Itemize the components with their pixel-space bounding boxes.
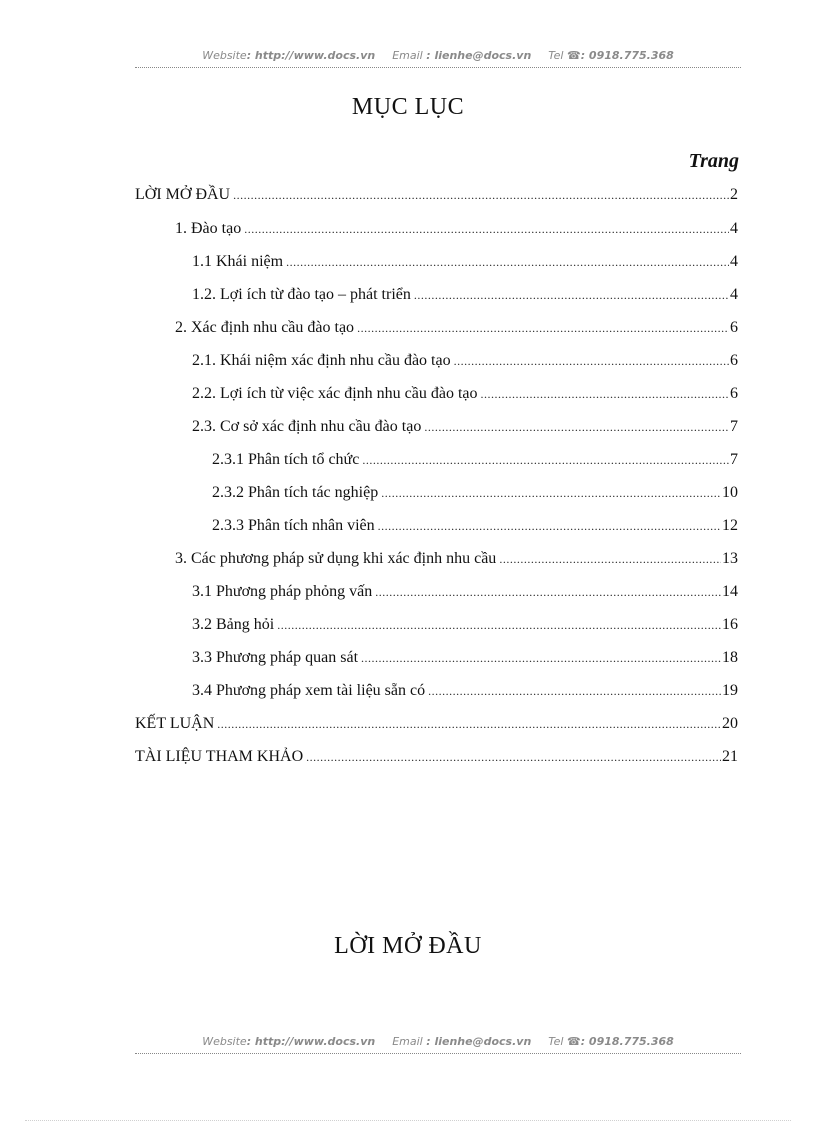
leader-dots xyxy=(375,585,721,600)
toc-entry-page: 16 xyxy=(722,616,738,633)
toc-entry-label: 1.1 Khái niệm xyxy=(192,253,286,271)
header-divider xyxy=(135,67,741,68)
toc-entry-label: 3. Các phương pháp sử dụng khi xác định nhu cầu xyxy=(175,550,499,568)
footer-divider xyxy=(135,1053,741,1054)
toc-entry[interactable] xyxy=(135,451,738,473)
toc-entry[interactable] xyxy=(135,715,738,737)
page-header xyxy=(135,49,741,62)
toc-entry-page: 4 xyxy=(730,220,738,237)
toc-entry[interactable] xyxy=(135,220,738,242)
toc-entry-page: 7 xyxy=(730,418,738,435)
toc-entry-page: 10 xyxy=(722,484,738,501)
toc-entry-page: 19 xyxy=(722,682,738,699)
leader-dots xyxy=(277,618,721,633)
toc-entry-label: 2.3.1 Phân tích tổ chức xyxy=(212,451,362,469)
leader-dots xyxy=(286,255,729,270)
toc-entry-label: 3.1 Phương pháp phỏng vấn xyxy=(192,583,375,601)
tel-label: Tel xyxy=(548,1035,564,1048)
email-label: Email xyxy=(392,1035,423,1048)
tel-value: : 0918.775.368 xyxy=(580,49,674,62)
leader-dots xyxy=(499,552,721,567)
intro-title: LỜI MỞ ĐẦU xyxy=(334,933,482,959)
toc-entry-label: 3.4 Phương pháp xem tài liệu sẵn có xyxy=(192,682,428,700)
toc-entry-page: 4 xyxy=(730,286,738,303)
page-boundary xyxy=(25,1120,791,1121)
page-footer xyxy=(135,1035,741,1048)
page-column-label: Trang xyxy=(688,150,739,172)
leader-dots xyxy=(306,750,721,765)
leader-dots xyxy=(428,684,721,699)
leader-dots xyxy=(378,519,721,534)
toc-entry-page: 6 xyxy=(730,352,738,369)
toc-entry-label: 3.2 Bảng hỏi xyxy=(192,616,277,634)
toc-entry[interactable] xyxy=(135,517,738,539)
toc-entry[interactable] xyxy=(135,186,738,208)
toc-entry-page: 6 xyxy=(730,319,738,336)
website-label: Website xyxy=(202,49,247,62)
toc-entry-label: 1.2. Lợi ích từ đào tạo – phát triển xyxy=(192,286,414,304)
tel-label: Tel xyxy=(548,49,564,62)
toc-entry-page: 2 xyxy=(730,186,738,203)
toc-entry-page: 12 xyxy=(722,517,738,534)
leader-dots xyxy=(361,651,721,666)
toc-entry[interactable] xyxy=(135,748,738,770)
website-label: Website xyxy=(202,1035,247,1048)
toc-entry-page: 21 xyxy=(722,748,738,765)
leader-dots xyxy=(381,486,721,501)
toc-entry-label: 2. Xác định nhu cầu đào tạo xyxy=(175,319,357,337)
toc-entry-label: 1. Đào tạo xyxy=(175,220,244,238)
toc-entry-label: TÀI LIỆU THAM KHẢO xyxy=(135,748,306,766)
toc-entry[interactable] xyxy=(135,286,738,308)
toc-entry-label: 2.2. Lợi ích từ việc xác định nhu cầu đào tạo xyxy=(192,385,481,403)
email-link[interactable]: : lienhe@docs.vn xyxy=(426,1035,532,1048)
toc-entry-label: 3.3 Phương pháp quan sát xyxy=(192,649,361,667)
leader-dots xyxy=(481,387,730,402)
toc-entry-label: 2.3.2 Phân tích tác nghiệp xyxy=(212,484,381,502)
toc-entry[interactable] xyxy=(135,682,738,704)
leader-dots xyxy=(217,717,721,732)
toc-entry-page: 18 xyxy=(722,649,738,666)
leader-dots xyxy=(362,453,729,468)
toc-entry[interactable] xyxy=(135,352,738,374)
toc-entry[interactable] xyxy=(135,583,738,605)
website-link[interactable]: : http://www.docs.vn xyxy=(246,1035,376,1048)
toc-entry[interactable] xyxy=(135,418,738,440)
toc-entry-page: 13 xyxy=(722,550,738,567)
toc-entry[interactable] xyxy=(135,649,738,671)
tel-value: : 0918.775.368 xyxy=(580,1035,674,1048)
toc-entry[interactable] xyxy=(135,319,738,341)
leader-dots xyxy=(357,321,729,336)
toc-entry[interactable] xyxy=(135,616,738,638)
phone-icon: ☎ xyxy=(566,49,581,62)
email-link[interactable]: : lienhe@docs.vn xyxy=(426,49,532,62)
leader-dots xyxy=(244,222,729,237)
toc-entry-label: KẾT LUẬN xyxy=(135,715,217,733)
toc-entry[interactable] xyxy=(135,253,738,275)
toc-entry-page: 6 xyxy=(730,385,738,402)
toc-title: MỤC LỤC xyxy=(351,94,465,120)
toc-entry-page: 20 xyxy=(722,715,738,732)
toc-entry-label: 2.3. Cơ sở xác định nhu cầu đào tạo xyxy=(192,418,424,436)
toc-entry-label: 2.1. Khái niệm xác định nhu cầu đào tạo xyxy=(192,352,454,370)
leader-dots xyxy=(424,420,729,435)
toc-entry[interactable] xyxy=(135,385,738,407)
phone-icon: ☎ xyxy=(566,1035,581,1048)
toc-entry[interactable] xyxy=(135,484,738,506)
toc-entry-page: 4 xyxy=(730,253,738,270)
toc-entry-page: 7 xyxy=(730,451,738,468)
leader-dots xyxy=(454,354,729,369)
toc-entry[interactable] xyxy=(135,550,738,572)
leader-dots xyxy=(414,288,729,303)
toc-entry-label: 2.3.3 Phân tích nhân viên xyxy=(212,517,378,535)
leader-dots xyxy=(233,188,729,203)
email-label: Email xyxy=(392,49,423,62)
website-link[interactable]: : http://www.docs.vn xyxy=(246,49,376,62)
toc-entry-page: 14 xyxy=(722,583,738,600)
toc-entry-label: LỜI MỞ ĐẦU xyxy=(135,186,233,204)
